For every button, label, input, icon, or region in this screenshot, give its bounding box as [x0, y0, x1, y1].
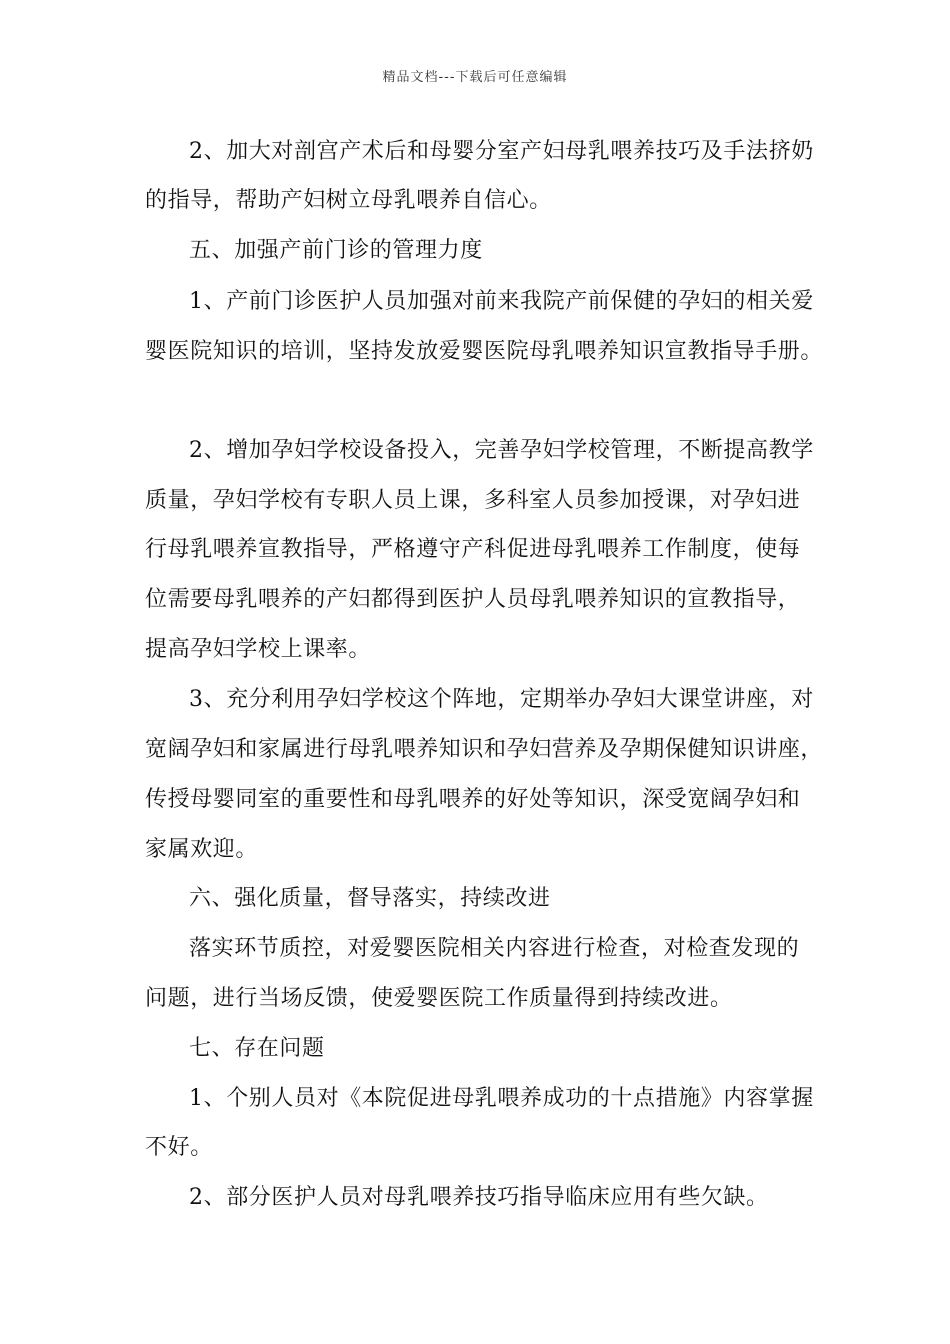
paragraph-line: 婴医院知识的培训，坚持发放爱婴医院母乳喂养知识宣教指导手册。	[145, 339, 824, 364]
paragraph-line: 2、加大对剖宫产术后和母婴分室产妇母乳喂养技巧及手法挤奶	[189, 139, 814, 164]
paragraph-line: 宽阔孕妇和家属进行母乳喂养知识和孕妇营养及孕期保健知识讲座，	[145, 737, 824, 762]
paragraph-line: 家属欢迎。	[145, 837, 259, 862]
paragraph-line: 质量，孕妇学校有专职人员上课，多科室人员参加授课，对孕妇进	[145, 488, 801, 513]
paragraph-line: 2、增加孕妇学校设备投入，完善孕妇学校管理，不断提高教学	[189, 438, 814, 463]
paragraph-line: 提高孕妇学校上课率。	[145, 637, 372, 662]
paragraph-line: 的指导，帮助产妇树立母乳喂养自信心。	[145, 188, 552, 213]
paragraph-line: 2、部分医护人员对母乳喂养技巧指导临床应用有些欠缺。	[189, 1185, 769, 1210]
section-heading: 六、强化质量，督导落实，持续改进	[189, 886, 551, 911]
paragraph-line: 1、个别人员对《本院促进母乳喂养成功的十点措施》内容掌握	[189, 1086, 814, 1111]
paragraph-line: 不好。	[145, 1135, 213, 1160]
paragraph-line: 位需要母乳喂养的产妇都得到医护人员母乳喂养知识的宣教指导，	[145, 587, 801, 612]
paragraph-line: 落实环节质控，对爱婴医院相关内容进行检查，对检查发现的	[189, 936, 800, 961]
paragraph-line: 1、产前门诊医护人员加强对前来我院产前保健的孕妇的相关爱	[189, 289, 814, 314]
section-heading: 七、存在问题	[189, 1036, 325, 1061]
paragraph-line: 问题，进行当场反馈，使爱婴医院工作质量得到持续改进。	[145, 986, 733, 1011]
paragraph-line: 行母乳喂养宣教指导，严格遵守产科促进母乳喂养工作制度，使每	[145, 537, 801, 562]
paragraph-line: 传授母婴同室的重要性和母乳喂养的好处等知识，深受宽阔孕妇和	[145, 787, 801, 812]
section-heading: 五、加强产前门诊的管理力度	[189, 238, 483, 263]
paragraph-line: 3、充分利用孕妇学校这个阵地，定期举办孕妇大课堂讲座，对	[189, 687, 814, 712]
page-header: 精品文档---下载后可任意编辑	[382, 70, 568, 85]
